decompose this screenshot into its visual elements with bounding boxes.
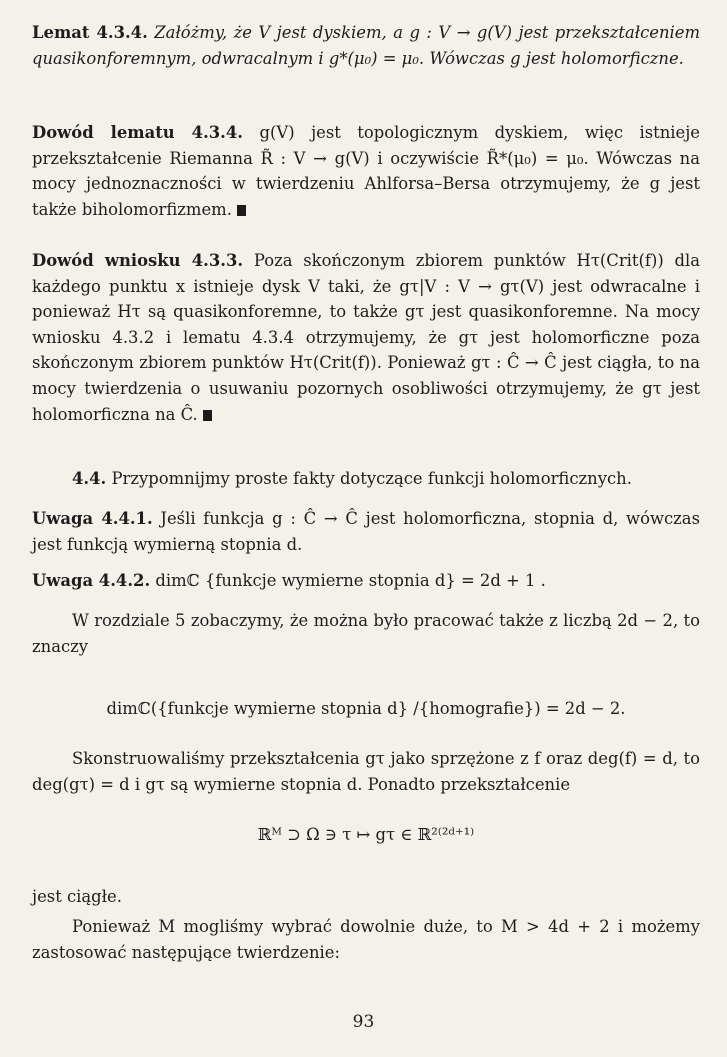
- proof-lemma-heading: Dowód lematu 4.3.4.: [32, 123, 244, 142]
- remark-heading: Uwaga 4.4.1.: [32, 509, 153, 528]
- remark-heading: Uwaga 4.4.2.: [32, 571, 151, 590]
- remark-4-4-1: [32, 506, 700, 557]
- lemma-text: Załóżmy, że V jest dyskiem, a g : V → g(V) jest przekształceniem quasikonforemnym, odwracalnym i g*(μ₀) = μ₀. Wówczas g jest holomorficzne.: [32, 23, 700, 68]
- formula-map: [32, 822, 700, 848]
- paragraph-constructed: [32, 746, 700, 797]
- paragraph-text: Skonstruowaliśmy przekształcenia gτ jako sprzężone z f oraz deg(f) = d, to deg(gτ) = d i gτ są wymierne stopnia d. Ponadto przekształcenie: [32, 749, 700, 794]
- paragraph-text: W rozdziale 5 zobaczymy, że można było pracować także z liczbą 2d − 2, to znaczy: [32, 611, 700, 656]
- remark-formula: dimℂ {funkcje wymierne stopnia d} = 2d + 1 .: [155, 571, 546, 590]
- qed-mark: [203, 410, 212, 421]
- qed-mark: [237, 205, 246, 216]
- formula-text: dimℂ({funkcje wymierne stopnia d} /{homografie}) = 2d − 2.: [106, 699, 626, 718]
- paragraph-text: Ponieważ M mogliśmy wybrać dowolnie duże, to M > 4d + 2 i możemy zastosować następujące twierdzenie:: [32, 917, 700, 962]
- section-heading: 4.4.: [72, 469, 107, 488]
- formula-text: ℝᴹ ⊃ Ω ∋ τ ↦ gτ ∈ ℝ²⁽²ᵈ⁺¹⁾: [257, 825, 475, 844]
- proof-corollary-heading: Dowód wniosku 4.3.3.: [32, 251, 244, 270]
- paragraph-since-m: [32, 914, 700, 965]
- remark-text: Jeśli funkcja g : Ĉ → Ĉ jest holomorficzna, stopnia d, wówczas jest funkcją wymierną stopnia d.: [32, 509, 700, 554]
- remark-4-4-2: [32, 568, 700, 594]
- page-number: 93: [352, 1012, 375, 1032]
- section-text: Przypomnijmy proste fakty dotyczące funkcji holomorficznych.: [111, 469, 632, 488]
- paragraph-chapter5: [32, 608, 700, 659]
- lemma-4-3-4: [32, 20, 700, 71]
- lemma-heading: Lemat 4.3.4.: [32, 23, 148, 42]
- section-4-4: [32, 466, 700, 492]
- proof-corollary: [32, 248, 700, 427]
- paragraph-text: jest ciągłe.: [32, 887, 122, 906]
- paragraph-continuous: [32, 884, 700, 910]
- formula-dimension: [32, 696, 700, 722]
- proof-lemma-text: g(V) jest topologicznym dyskiem, więc istnieje przekształcenie Riemanna R̃ : V → g(V) i oczywiście R̃*(μ₀) = μ₀. Wówczas na mocy jednoznaczności w twierdzeniu Ahlforsa–Bersa otrzymujemy, że g jest także biholomorfizmem.: [32, 123, 700, 219]
- proof-corollary-text: Poza skończonym zbiorem punktów Hτ(Crit(f)) dla każdego punktu x istnieje dysk V taki, że gτ|V : V → gτ(V) jest odwracalne i ponieważ Hτ są quasikonforemne, to także gτ jest quasikonforemne. Na mocy wniosku 4.3.2 i lematu 4.3.4 otrzymujemy, że gτ jest holomorficzne poza skończonym zbiorem punktów Hτ(Crit(f)). Ponieważ gτ : Ĉ → Ĉ jest ciągła, to na mocy twierdzenia o usuwaniu pozornych osobliwości otrzymujemy, że gτ jest holomorficzna na Ĉ.: [32, 251, 700, 424]
- proof-lemma: [32, 120, 700, 222]
